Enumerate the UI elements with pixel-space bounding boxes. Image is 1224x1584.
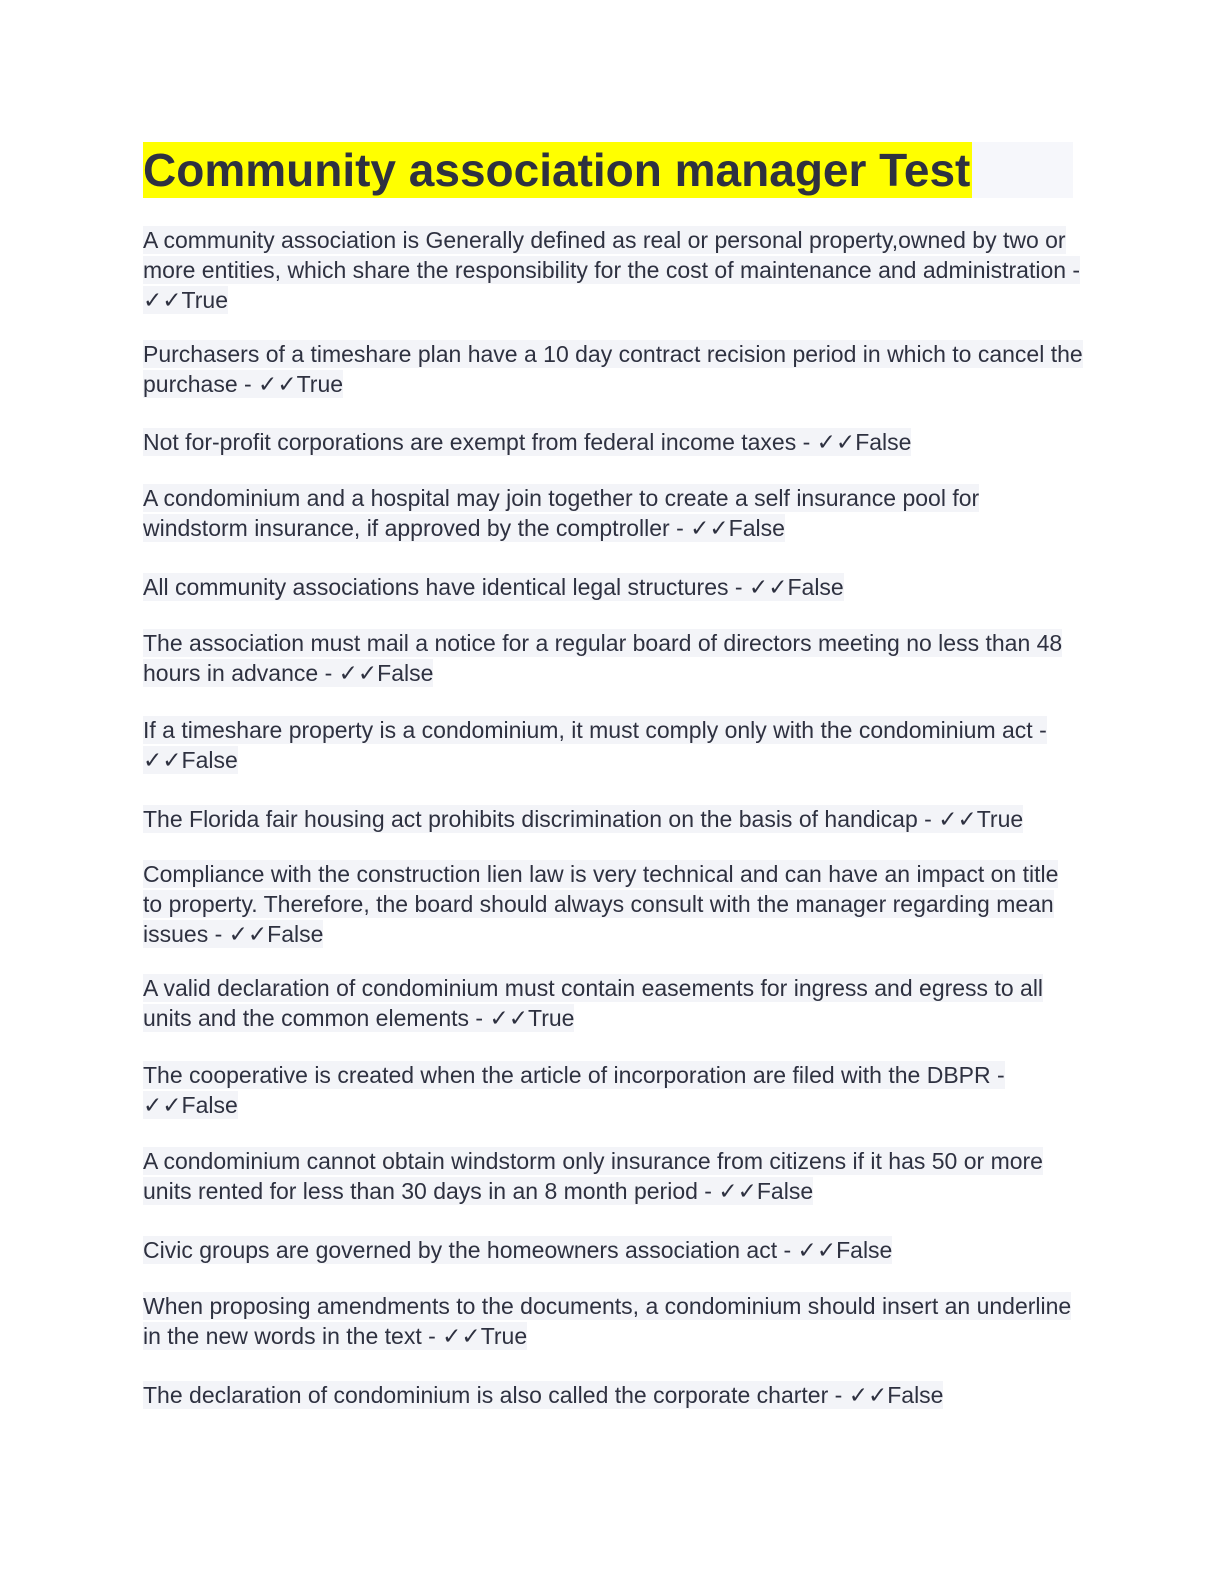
qa-item bbox=[143, 1060, 1083, 1120]
qa-item-text: All community associations have identical legal structures - ✓✓False bbox=[143, 574, 844, 600]
qa-item-text: Compliance with the construction lien law is very technical and can have an impact on title to property. Therefore, the board should always consult with the manager regarding mean issues - ✓✓False bbox=[143, 861, 1059, 947]
qa-item-text: A community association is Generally defined as real or personal property,owned by two or more entities, which share the responsibility for the cost of maintenance and administration - ✓✓True bbox=[143, 227, 1081, 313]
qa-item bbox=[143, 225, 1083, 315]
qa-item-text: A condominium cannot obtain windstorm only insurance from citizens if it has 50 or more units rented for less than 30 days in an 8 month period - ✓✓False bbox=[143, 1148, 1043, 1204]
qa-item-text: The association must mail a notice for a regular board of directors meeting no less than 48 hours in advance - ✓✓False bbox=[143, 630, 1063, 686]
qa-item bbox=[143, 1291, 1083, 1351]
qa-item-text: When proposing amendments to the documents, a condominium should insert an underline in the new words in the text - ✓✓True bbox=[143, 1293, 1072, 1349]
qa-item-text: The declaration of condominium is also called the corporate charter - ✓✓False bbox=[143, 1382, 944, 1408]
qa-item bbox=[143, 483, 1083, 543]
qa-item-text: A condominium and a hospital may join together to create a self insurance pool for windstorm insurance, if approved by the comptroller - ✓✓False bbox=[143, 485, 980, 541]
qa-item bbox=[143, 1380, 1083, 1410]
qa-item bbox=[143, 859, 1083, 949]
qa-item-text: Not for-profit corporations are exempt from federal income taxes - ✓✓False bbox=[143, 429, 912, 455]
title-row bbox=[143, 142, 1073, 198]
qa-item bbox=[143, 339, 1083, 399]
qa-item-text: The Florida fair housing act prohibits discrimination on the basis of handicap - ✓✓True bbox=[143, 806, 1024, 832]
page-title: Community association manager Test bbox=[143, 144, 971, 196]
qa-item bbox=[143, 427, 1083, 457]
qa-item-text: Civic groups are governed by the homeowners association act - ✓✓False bbox=[143, 1237, 893, 1263]
qa-item-text: A valid declaration of condominium must contain easements for ingress and egress to all units and the common elements - ✓✓True bbox=[143, 975, 1044, 1031]
qa-item bbox=[143, 1235, 1083, 1265]
qa-item bbox=[143, 715, 1083, 775]
qa-item bbox=[143, 804, 1083, 834]
qa-item-text: The cooperative is created when the article of incorporation are filed with the DBPR - ✓✓False bbox=[143, 1062, 1005, 1118]
qa-item-text: Purchasers of a timeshare plan have a 10 day contract recision period in which to cancel the purchase - ✓✓True bbox=[143, 341, 1083, 397]
qa-item-text: If a timeshare property is a condominium, it must comply only with the condominium act - ✓✓False bbox=[143, 717, 1047, 773]
qa-item bbox=[143, 572, 1083, 602]
qa-item bbox=[143, 973, 1083, 1033]
qa-item bbox=[143, 1146, 1083, 1206]
qa-item bbox=[143, 628, 1083, 688]
